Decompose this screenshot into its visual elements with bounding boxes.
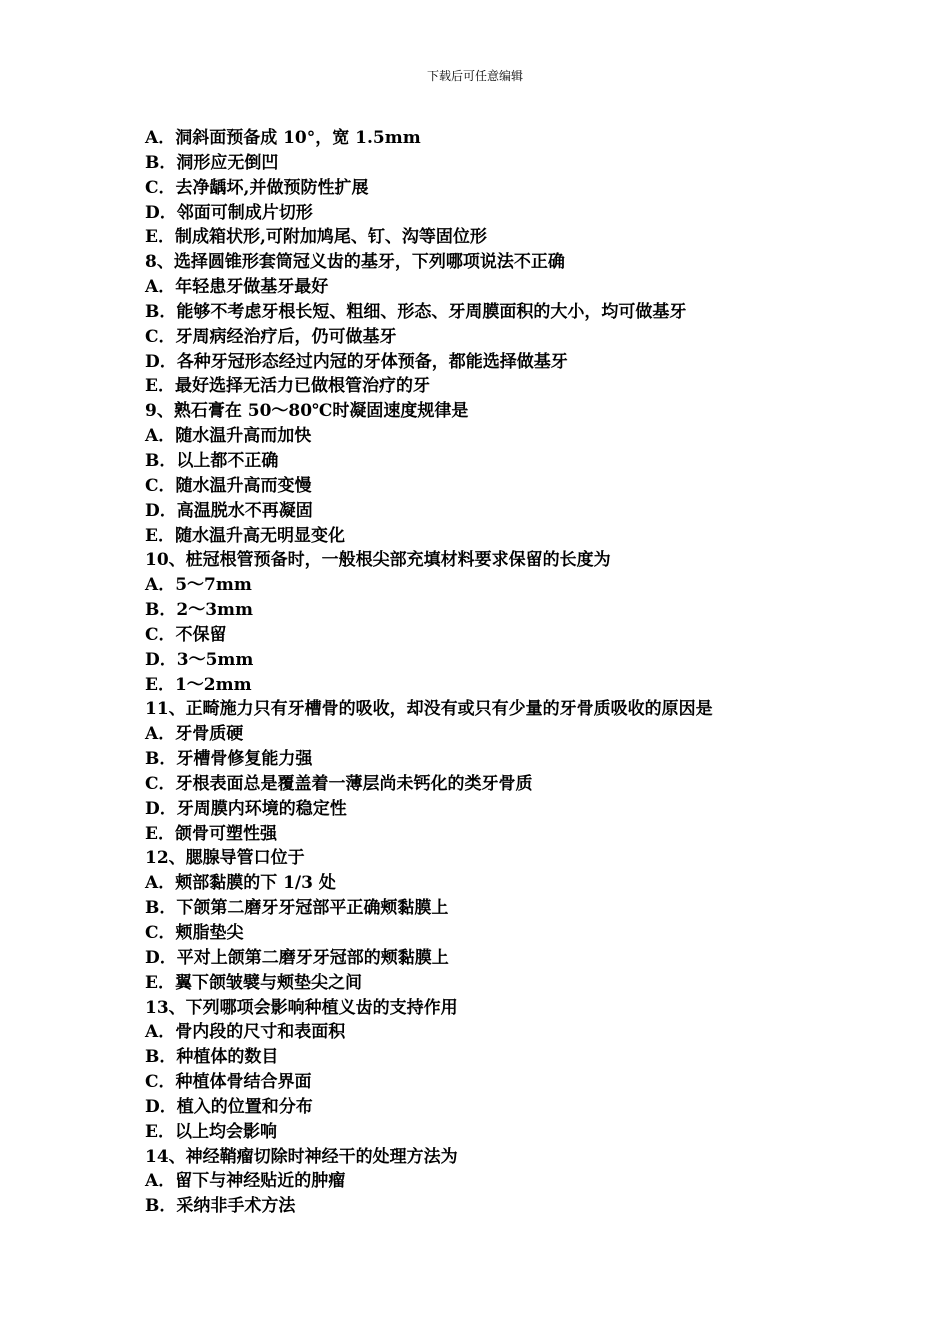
- text-line: E．随水温升高无明显变化: [145, 525, 345, 546]
- text-line: C．牙周病经治疗后，仍可做基牙: [145, 326, 397, 347]
- text-line: D．各种牙冠形态经过内冠的牙体预备，都能选择做基牙: [145, 351, 568, 372]
- question-line: 8、选择圆锥形套筒冠义齿的基牙，下列哪项说法不正确: [145, 252, 565, 273]
- text-line: A．颊部黏膜的下 1/3 处: [145, 873, 336, 894]
- question-line: 9、熟石膏在 50～80℃时凝固速度规律是: [145, 401, 469, 422]
- text-line: C．不保留: [145, 624, 227, 645]
- question-line: 11、正畸施力只有牙槽骨的吸收，却没有或只有少量的牙骨质吸收的原因是: [145, 699, 713, 720]
- page-header: 下载后可任意编辑: [426, 69, 523, 83]
- text-line: E．1～2mm: [145, 674, 252, 695]
- document-body: [145, 126, 845, 1219]
- question-line: 12、腮腺导管口位于: [145, 848, 305, 869]
- text-line: D．邻面可制成片切形: [145, 202, 313, 223]
- text-line: E．翼下颌皱襞与颊垫尖之间: [145, 972, 362, 993]
- text-line: E．以上均会影响: [145, 1121, 277, 1142]
- text-line: E．最好选择无活力已做根管治疗的牙: [145, 376, 430, 397]
- text-line: E．颌骨可塑性强: [145, 823, 277, 844]
- text-line: C．颊脂垫尖: [145, 923, 244, 943]
- text-line: B．以上都不正确: [145, 450, 279, 471]
- text-line: A．牙骨质硬: [145, 724, 244, 745]
- text-line: B．牙槽骨修复能力强: [145, 749, 313, 770]
- question-line: 10、桩冠根管预备时，一般根尖部充填材料要求保留的长度为: [145, 550, 611, 571]
- text-line: C．牙根表面总是覆盖着一薄层尚未钙化的类牙骨质: [145, 773, 533, 794]
- text-line: C．去净龋坏,并做预防性扩展: [145, 177, 369, 198]
- text-line: D．植入的位置和分布: [145, 1096, 313, 1117]
- text-line: B．种植体的数目: [145, 1047, 279, 1068]
- text-line: E．制成箱状形,可附加鸠尾、钉、沟等固位形: [145, 227, 487, 248]
- text-line: A．骨内段的尺寸和表面积: [145, 1022, 346, 1043]
- text-line: A．洞斜面预备成 10°，宽 1.5mm: [145, 128, 421, 148]
- text-line: D．高温脱水不再凝固: [145, 500, 313, 521]
- text-line: C．随水温升高而变慢: [145, 475, 312, 496]
- text-line: D．3～5mm: [145, 649, 254, 670]
- text-line: A．随水温升高而加快: [145, 426, 312, 447]
- text-line: B．采纳非手术方法: [145, 1196, 296, 1217]
- text-line: C．种植体骨结合界面: [145, 1072, 312, 1093]
- text-line: A．年轻患牙做基牙最好: [145, 277, 329, 298]
- text-line: D．牙周膜内环境的稳定性: [145, 798, 347, 819]
- text-line: D．平对上颌第二磨牙牙冠部的颊黏膜上: [145, 947, 449, 968]
- text-line: B．下颌第二磨牙牙冠部平正确颊黏膜上: [145, 898, 449, 919]
- question-line: 14、神经鞘瘤切除时神经干的处理方法为: [145, 1146, 458, 1167]
- text-line: B．能够不考虑牙根长短、粗细、形态、牙周膜面积的大小，均可做基牙: [145, 301, 687, 322]
- question-line: 13、下列哪项会影响种植义齿的支持作用: [145, 997, 458, 1018]
- text-line: B．2～3mm: [145, 600, 254, 621]
- text-line: B．洞形应无倒凹: [145, 152, 279, 173]
- text-line: A．5～7mm: [145, 575, 252, 596]
- text-line: A．留下与神经贴近的肿瘤: [145, 1171, 346, 1192]
